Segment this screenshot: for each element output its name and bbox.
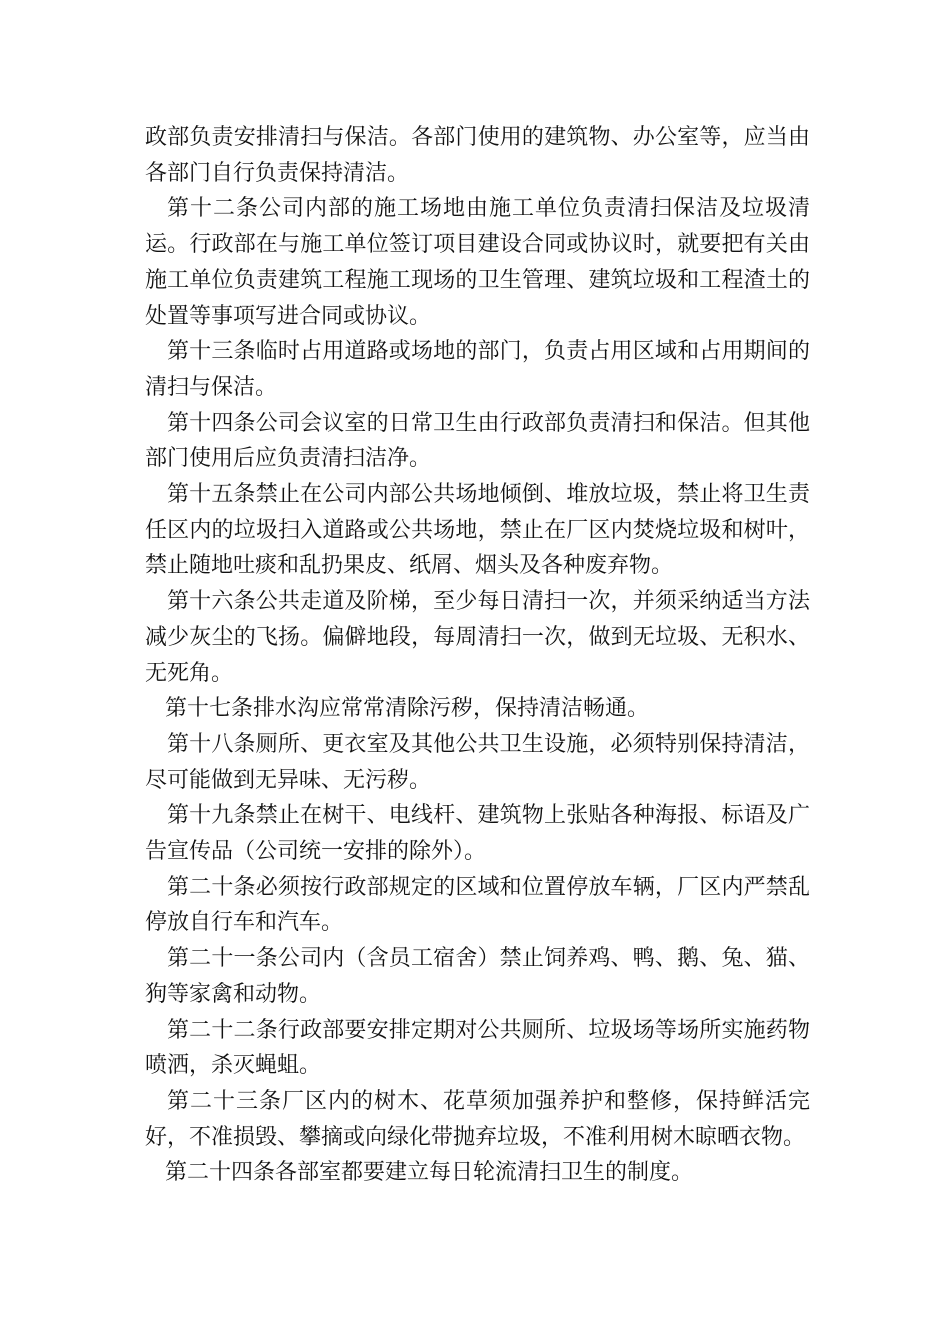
article-22: 第二十二条行政部要安排定期对公共厕所、垃圾场等场所实施药物喷洒，杀灭蝇蛆。	[145, 1017, 810, 1079]
article-16: 第十六条公共走道及阶梯，至少每日清扫一次，并须采纳适当方法减少灰尘的飞扬。偏僻地段，每周清扫一次，做到无垃圾、无积水、无死角。	[145, 589, 810, 686]
document-body	[145, 120, 810, 1191]
article-19: 第十九条禁止在树干、电线杆、建筑物上张贴各种海报、标语及广告宣传品（公司统一安排的除外）。	[145, 803, 810, 865]
article-20: 第二十条必须按行政部规定的区域和位置停放车辆，厂区内严禁乱停放自行车和汽车。	[145, 874, 810, 936]
article-21: 第二十一条公司内（含员工宿舍）禁止饲养鸡、鸭、鹅、兔、猫、狗等家禽和动物。	[145, 946, 810, 1007]
article-13: 第十三条临时占用道路或场地的部门，负责占用区域和占用期间的清扫与保洁。	[145, 339, 810, 400]
article-12: 第十二条公司内部的施工场地由施工单位负责清扫保洁及垃圾清运。行政部在与施工单位签订项目建设合同或协议时，就要把有关由施工单位负责建筑工程施工现场的卫生管理、建筑垃圾和工程渣土的处置等事项写进合同或协议。	[145, 196, 810, 329]
article-14: 第十四条公司会议室的日常卫生由行政部负责清扫和保洁。但其他部门使用后应负责清扫洁净。	[145, 410, 810, 472]
article-15: 第十五条禁止在公司内部公共场地倾倒、堆放垃圾，禁止将卫生责任区内的垃圾扫入道路或公共场地，禁止在厂区内焚烧垃圾和树叶，禁止随地吐痰和乱扔果皮、纸屑、烟头及各种废弃物。	[145, 482, 810, 579]
article-24: 第二十四条各部室都要建立每日轮流清扫卫生的制度。	[165, 1160, 694, 1186]
paragraph-continuation: 政部负责安排清扫与保洁。各部门使用的建筑物、办公室等，应当由各部门自行负责保持清洁。	[145, 125, 810, 186]
article-23: 第二十三条厂区内的树木、花草须加强养护和整修，保持鲜活完好，不准损毁、攀摘或向绿化带抛弃垃圾，不准利用树木晾晒衣物。	[145, 1088, 810, 1150]
article-18: 第十八条厕所、更衣室及其他公共卫生设施，必须特别保持清洁，尽可能做到无异味、无污秽。	[145, 731, 810, 793]
article-17: 第十七条排水沟应常常清除污秽，保持清洁畅通。	[165, 696, 650, 722]
